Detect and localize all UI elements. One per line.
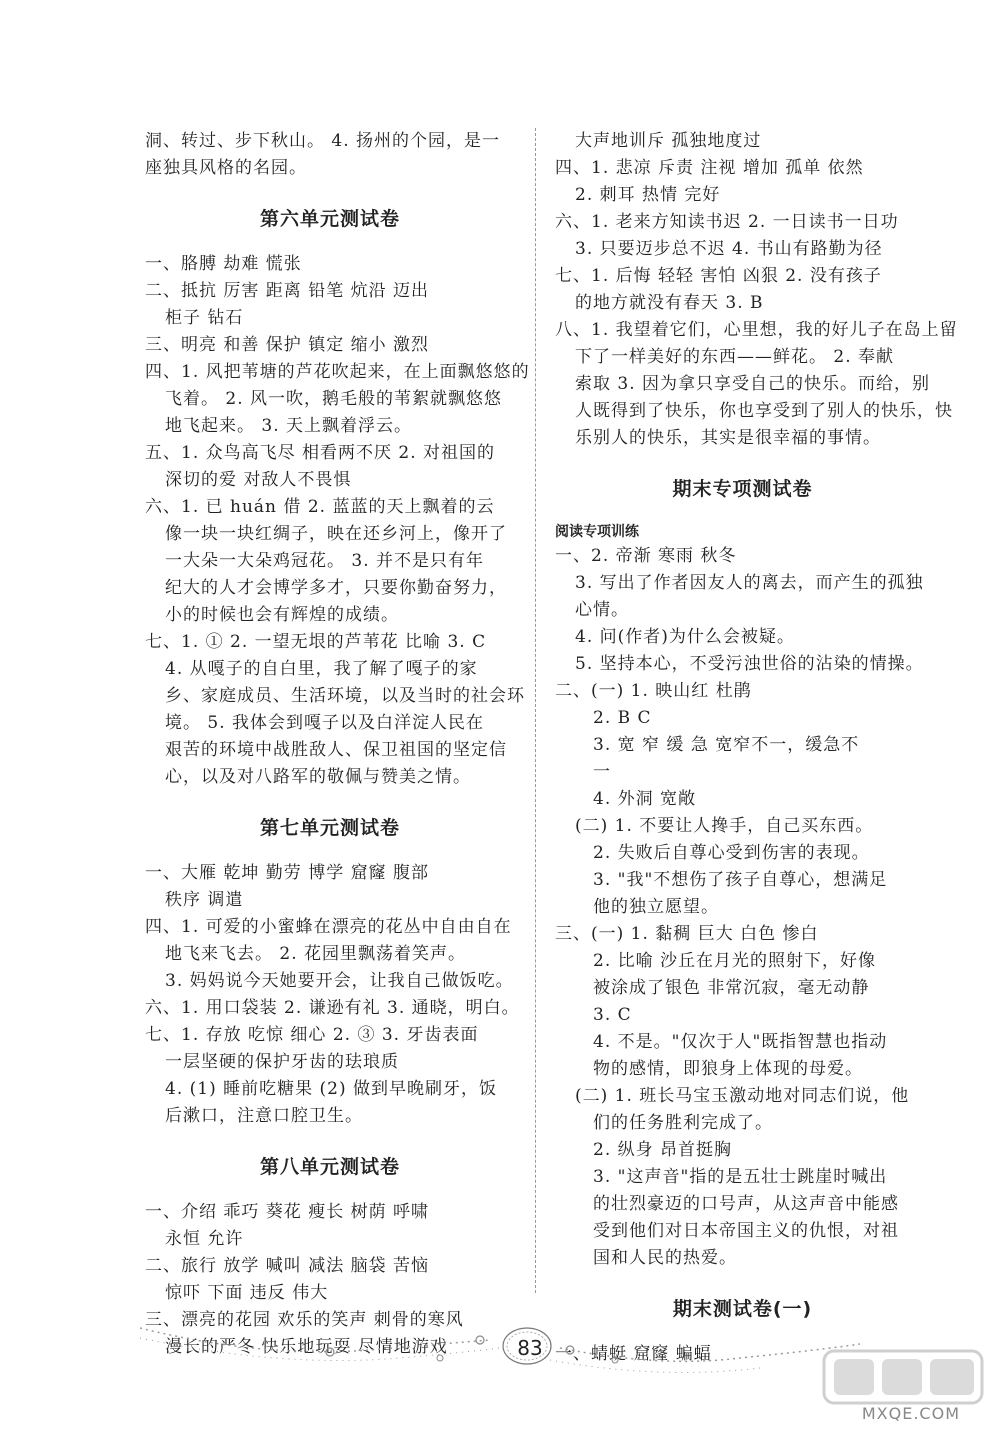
text-line: 他的独立愿望。 — [593, 897, 719, 917]
text-line: 四、1. 悲凉 斥责 注视 增加 孤单 依然 — [555, 158, 864, 178]
text-line: 乡、家庭成员、生活环境，以及当时的社会环 — [165, 686, 525, 706]
text-line: 二、抵抗 厉害 距离 铅笔 炕沿 迈出 — [145, 281, 430, 301]
text-line: 六、1. 已 huán 借 2. 蓝蓝的天上飘着的云 — [145, 497, 495, 517]
text-line: 2. 纵身 昂首挺胸 — [593, 1140, 733, 1160]
text-line: 2. 失败后自尊心受到伤害的表现。 — [593, 843, 870, 863]
text-line: 乐别人的快乐，其实是很幸福的事情。 — [575, 428, 881, 448]
section-title-unit7: 第七单元测试卷 — [259, 817, 400, 839]
text-line: 3. C — [593, 1005, 632, 1025]
text-line: 一大朵一大朵鸡冠花。 3. 并不是只有年 — [165, 551, 485, 571]
section-title-final1: 期末测试卷(一) — [672, 1298, 813, 1320]
text-line: 七、1. 后悔 轻轻 害怕 凶狠 2. 没有孩子 — [555, 266, 882, 286]
section-title-unit6: 第六单元测试卷 — [259, 208, 400, 230]
text-line: 2. 刺耳 热情 完好 — [575, 185, 721, 205]
text-line: 小的时候也会有辉煌的成绩。 — [165, 605, 399, 625]
text-line: 洞、转过、步下秋山。 4. 扬州的个园，是一 — [145, 131, 501, 151]
section-title-unit8: 第八单元测试卷 — [259, 1156, 400, 1178]
text-line: 一 — [593, 762, 611, 782]
text-line: 座独具风格的名园。 — [145, 158, 307, 178]
text-line: 一、胳膊 劫难 慌张 — [145, 254, 302, 274]
text-line: 2. B C — [593, 708, 652, 728]
text-line: 受到他们对日本帝国主义的仇恨，对祖 — [593, 1221, 899, 1241]
text-line: (二) 1. 不要让人搀手，自己买东西。 — [575, 816, 874, 836]
text-line: 国和人民的热爱。 — [593, 1248, 737, 1268]
text-line: 4. 不是。"仅次于人"既指智慧也指动 — [593, 1032, 888, 1052]
text-line: 境。 5. 我体会到嘎子以及白洋淀人民在 — [165, 713, 485, 733]
text-line: 3. 只要迈步总不迟 4. 书山有路勤为径 — [575, 239, 883, 259]
text-line: 五、1. 众鸟高飞尽 相看两不厌 2. 对祖国的 — [145, 443, 496, 463]
text-line: 漫长的严冬 快乐地玩耍 尽情地游戏 — [165, 1337, 448, 1357]
text-line: 七、1. 存放 吃惊 细心 2. ③ 3. 牙齿表面 — [145, 1025, 479, 1045]
text-line: 永恒 允许 — [165, 1229, 244, 1249]
text-line: 后漱口，注意口腔卫生。 — [165, 1106, 363, 1126]
text-line: 3. "这声音"指的是五壮士跳崖时喊出 — [593, 1167, 888, 1187]
text-line: 人既得到了快乐，你也享受到了别人的快乐，快 — [575, 401, 953, 421]
text-line: 的地方就没有春天 3. B — [575, 293, 764, 313]
text-line: 惊吓 下面 违反 伟大 — [165, 1283, 329, 1303]
text-line: 4. 从嘎子的自白里，我了解了嘎子的家 — [165, 659, 478, 679]
text-line: 心情。 — [575, 600, 629, 620]
text-line: 索取 3. 因为拿只享受自己的快乐。而给，别 — [575, 374, 931, 394]
text-line: 纪大的人才会博学多才，只要你勤奋努力， — [165, 578, 507, 598]
text-line: 被涂成了银色 非常沉寂，毫无动静 — [593, 978, 870, 998]
text-line: 下了一样美好的东西——鲜花。 2. 奉献 — [575, 347, 895, 367]
text-line: 3. "我"不想伤了孩子自尊心，想满足 — [593, 870, 888, 890]
text-line: 5. 坚持本心，不受污浊世俗的沾染的情操。 — [575, 654, 924, 674]
text-line: 秩序 调遣 — [165, 890, 244, 910]
text-line: 4. 外洞 宽敞 — [593, 789, 697, 809]
text-line: 大声地训斥 孤独地度过 — [575, 131, 762, 151]
text-line: 3. 妈妈说今天她要开会，让我自己做饭吃。 — [165, 971, 514, 991]
page-number: 83 — [517, 1336, 543, 1360]
watermark-text: MXQE.COM — [861, 1404, 960, 1423]
column-divider — [535, 128, 536, 1293]
text-line: 三、漂亮的花园 欢乐的笑声 刺骨的寒风 — [145, 1310, 464, 1330]
text-line: 4. 问(作者)为什么会被疑。 — [575, 627, 795, 647]
text-line: 物的感情，即狼身上体现的母爱。 — [593, 1059, 863, 1079]
text-line: 心，以及对八路军的敬佩与赞美之情。 — [165, 767, 471, 787]
text-line: 一层坚硬的保护牙齿的珐琅质 — [165, 1052, 399, 1072]
text-line: 柜子 钻石 — [165, 308, 244, 328]
text-line: 地飞来飞去。 2. 花园里飘荡着笑声。 — [165, 944, 467, 964]
text-line: 七、1. ① 2. 一望无垠的芦苇花 比喻 3. C — [145, 632, 487, 652]
text-line: 像一块一块红绸子，映在还乡河上，像开了 — [165, 524, 507, 544]
text-line: 三、(一) 1. 黏稠 巨大 白色 惨白 — [555, 924, 819, 944]
text-line: 二、(一) 1. 映山红 杜鹃 — [555, 681, 752, 701]
text-line: 深切的爱 对敌人不畏惧 — [165, 470, 352, 490]
text-line: 艰苦的环境中战胜敌人、保卫祖国的坚定信 — [165, 740, 507, 760]
text-line: 一、介绍 乖巧 葵花 瘦长 树荫 呼啸 — [145, 1202, 430, 1222]
text-line: 3. 写出了作者因友人的离去，而产生的孤独 — [575, 573, 924, 593]
text-line: 一、蜻蜓 窟窿 蝙蝠 — [555, 1344, 712, 1364]
text-line: 2. 比喻 沙丘在月光的照射下，好像 — [593, 951, 877, 971]
footer-decoration — [140, 1318, 860, 1378]
text-line: 的壮烈豪迈的口号声，从这声音中能感 — [593, 1194, 899, 1214]
text-line: 四、1. 风把苇塘的芦花吹起来，在上面飘悠悠的 — [145, 362, 530, 382]
text-line: 三、明亮 和善 保护 镇定 缩小 激烈 — [145, 335, 430, 355]
text-line: 地飞起来。 3. 天上飘着浮云。 — [165, 416, 413, 436]
text-line: 们的任务胜利完成了。 — [593, 1113, 773, 1133]
section-title-final-special: 期末专项测试卷 — [672, 478, 813, 500]
text-line: 六、1. 用口袋装 2. 谦逊有礼 3. 通晓，明白。 — [145, 998, 520, 1018]
right-column — [555, 128, 958, 1368]
text-line: 八、1. 我望着它们，心里想，我的好儿子在岛上留 — [555, 320, 958, 340]
text-line: 一、2. 帝渐 寒雨 秋冬 — [555, 546, 737, 566]
text-line: 一、大雁 乾坤 勤劳 博学 窟窿 腹部 — [145, 863, 430, 883]
subsection-title-reading: 阅读专项训练 — [555, 524, 639, 540]
text-line: 4. (1) 睡前吃糖果 (2) 做到早晚刷牙，饭 — [165, 1079, 497, 1099]
text-line: 六、1. 老来方知读书迟 2. 一日读书一日功 — [555, 212, 899, 232]
text-line: (二) 1. 班长马宝玉激动地对同志们说，他 — [575, 1086, 910, 1106]
text-line: 二、旅行 放学 喊叫 减法 脑袋 苦恼 — [145, 1256, 430, 1276]
text-line: 四、1. 可爱的小蜜蜂在漂亮的花丛中自由自在 — [145, 917, 512, 937]
text-line: 飞着。 2. 风一吹，鹅毛般的苇絮就飘悠悠 — [165, 389, 503, 409]
text-line: 3. 宽 窄 缓 急 宽窄不一，缓急不 — [593, 735, 860, 755]
